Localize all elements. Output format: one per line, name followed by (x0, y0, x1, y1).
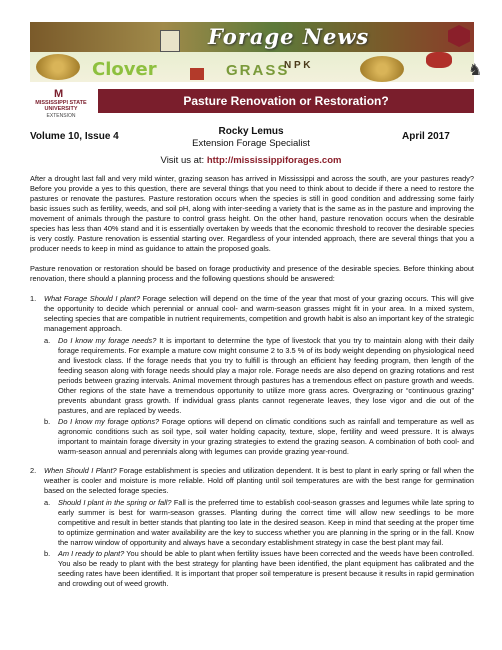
sub-question-title: Should I plant in the spring or fall? (58, 498, 172, 507)
question-item (30, 466, 474, 589)
banner-grass-label: GRASS (226, 62, 290, 79)
article-body (30, 174, 474, 589)
mississippi-state-icon (160, 30, 180, 52)
msu-extension-logo (30, 88, 92, 126)
question-number: 1. (30, 294, 37, 303)
issue-date: April 2017 (402, 131, 450, 142)
question-title: When Should I Plant? (44, 466, 117, 475)
intro-paragraph-1: After a drought last fall and very mild winter, grazing season has arrived in Mississippi and across the south, are your pastures ready? Before you provide a yes to this question, there are several things that you need to think about to decide if there a need to restore the pastures or renovate the pastures. Pasture restoration occurs when the species is still in good condition and addressing some fairly basic issues such as fertility, weeds, and soil pH, along with inter-seeding a variety that is the same as in the pasture and improving the movement of animals through the pasture to control grass height. On the other hand, pasture renovation occurs when the desirable species has less than 40% stand and it is essentially overtaken by weeds that the economic threshold to recover the desirable species is very costly. Pasture renovation is essential starting over. Regardless of your intended approach, there are several things that you a producer needs to keep in mind as guidance to attain the proposed goals. (30, 174, 474, 253)
logo-extension: EXTENSION (46, 113, 76, 119)
newsletter-banner (30, 22, 483, 82)
question-item (30, 294, 474, 457)
question-text: Forage establishment is species and utilization dependent. It is best to plant in early spring or fall when the weather is cooler and moisture is more reliable. Hold off planting until soil temperatures are with the best range for germination based on the selected forage species. (44, 466, 474, 495)
logo-mark: M (54, 88, 64, 100)
sub-question-item (44, 549, 474, 589)
hay-bale-icon (360, 56, 404, 82)
question-text: Forage selection will depend on the time of the year that most of your grazing occurs. This will give the opportunity to decide which perennial or annual cool- and warm-season grasses might fit in your area. In a mixed system, selecting species that are compatible in nutrient requirements, competition and growth habit is also an important key of the strategic management approach. (44, 294, 474, 333)
sub-question-title: Am I ready to plant? (58, 549, 125, 558)
sub-question-letter: a. (44, 336, 51, 345)
sub-question-text: Fall is the preferred time to establish cool-season grasses and legumes while late spring to early summer is best for warm-season grasses. Planting during the correct time will allow new seedlings to be more competitive and result in better stands that planting too late in the desired season. Keep in mind that seeding at the proper time to optimize germination and water availability are the key to success whether you are planning in the spring or in the fall. Know the narrow window of opportunity and always have a secondary establishment strategy in case the best plant may fail. (58, 498, 474, 547)
website-link[interactable]: http://mississippiforages.com (206, 155, 342, 166)
visit-line (0, 155, 502, 166)
barn-icon (190, 68, 204, 80)
sub-question-text: It is important to determine the type of livestock that you try to maintain along with their daily forage requirements. For example a mature cow might consume 2 to 3.5 % of its body weight depending on physiological need and livestock class. If the forage needs that you try to fulfill is through an efficient hay feeding program, then length of the feeding season along with forage needs should play a major role. Forage needs are also depend on grazing rotations and rest periods between grazing intervals. Animal movement through pastures has a tremendous effect on pasture growth and weeds. Other regions of the state have a tremendous opportunity to utilize more grass acres. Overgrazing or “continuous grazing” prevents abundant grass growth. If individual grass plants cannot regenerate leaves, they lose vigor and die out of the pastures, and are replaced by weeds. (58, 336, 475, 415)
banner-title: Forage News (208, 24, 370, 49)
author-role: Extension Forage Specialist (192, 138, 310, 149)
article-headline: Pasture Renovation or Restoration? (183, 94, 389, 108)
logo-name: MISSISSIPPI STATE UNIVERSITY (35, 100, 87, 112)
question-number: 2. (30, 466, 37, 475)
sub-question-title: Do I know my forage options? (58, 417, 160, 426)
volume-issue: Volume 10, Issue 4 (30, 131, 119, 142)
intro-paragraph-2: Pasture renovation or restoration should be based on forage productivity and presence of the desirable species. Before thinking about renovation, there should a planning process and the following questions should be answered: (30, 264, 474, 283)
horse-icon: ♞ (468, 62, 483, 79)
sub-question-letter: b. (44, 549, 51, 558)
sub-question-item (44, 336, 474, 416)
banner-clover-label: Clover (92, 59, 157, 80)
banner-npk-label: N P K (284, 60, 311, 71)
sub-question-text: Forage options will depend on climatic conditions such as rainfall and temperature as well as agronomic conditions such as soil type, soil water holding capacity, texture, slope, fertility and weed pressure. It is always important to maintain forage diversity in your grazing strategies to extend the grazing season. A combination of both cool- and warm-season annual and perennials along with legumes can provide grazing year-round. (58, 417, 474, 456)
hay-bale-icon (36, 54, 80, 80)
sub-question-text: You should be able to plant when fertility issues have been corrected and the weeds have been controlled. You also be ready to plant with the best strategy for planting have been identified, the plant equipment has calibrated and the seeding rates have been identified. It is important that proper soil temperature is present because it results in rapid germination and crowding out of weed growth. (58, 549, 475, 588)
visit-prefix: Visit us at: (160, 155, 207, 166)
sub-question-item (44, 498, 474, 548)
headline-bar (98, 89, 474, 113)
sub-question-item (44, 417, 474, 457)
author-name: Rocky Lemus (218, 126, 284, 137)
sub-question-letter: a. (44, 498, 51, 507)
sub-question-title: Do I know my forage needs? (58, 336, 157, 345)
sub-question-letter: b. (44, 417, 51, 426)
beef-icon (426, 52, 452, 68)
question-title: What Forage Should I plant? (44, 294, 141, 303)
